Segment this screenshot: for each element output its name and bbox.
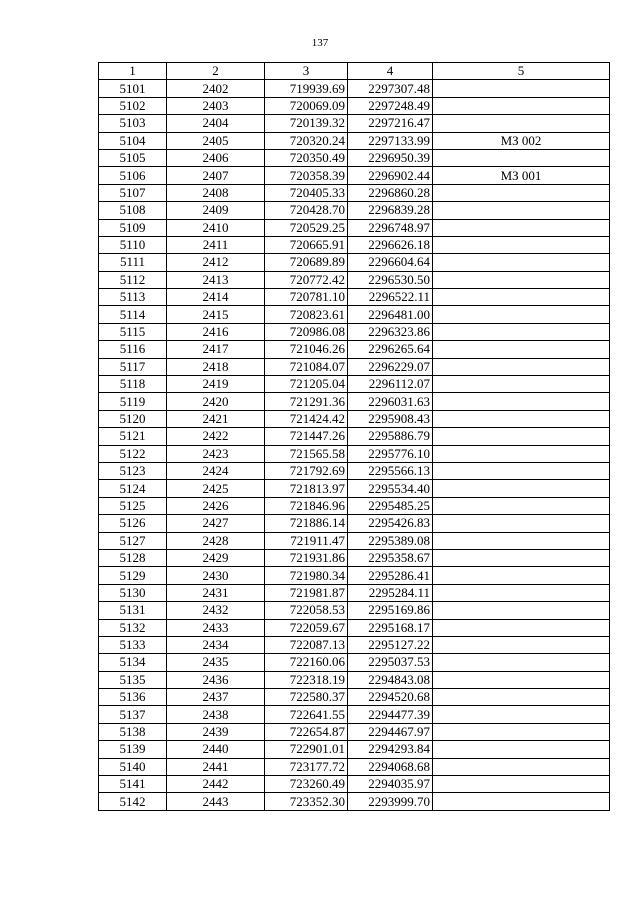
header-col-3: 3 xyxy=(265,63,348,80)
table-row xyxy=(99,584,610,601)
point-id-cell: 5125 xyxy=(99,497,167,514)
y-coordinate-cell: 2297133.99 xyxy=(348,132,433,149)
x-coordinate-cell: 721291.36 xyxy=(265,393,348,410)
note-cell xyxy=(433,723,610,740)
y-coordinate-cell: 2295358.67 xyxy=(348,549,433,566)
point-id-cell: 5116 xyxy=(99,341,167,358)
point-id-cell: 5115 xyxy=(99,323,167,340)
point-number-cell: 2404 xyxy=(167,115,265,132)
point-number-cell: 2415 xyxy=(167,306,265,323)
y-coordinate-cell: 2296860.28 xyxy=(348,184,433,201)
note-cell xyxy=(433,410,610,427)
note-cell xyxy=(433,532,610,549)
table-body xyxy=(99,80,610,810)
point-id-cell: 5118 xyxy=(99,376,167,393)
point-number-cell: 2433 xyxy=(167,619,265,636)
point-number-cell: 2424 xyxy=(167,462,265,479)
x-coordinate-cell: 722641.55 xyxy=(265,706,348,723)
note-cell xyxy=(433,254,610,271)
table-row xyxy=(99,515,610,532)
x-coordinate-cell: 721205.04 xyxy=(265,376,348,393)
x-coordinate-cell: 722901.01 xyxy=(265,741,348,758)
x-coordinate-cell: 720986.08 xyxy=(265,323,348,340)
x-coordinate-cell: 722059.67 xyxy=(265,619,348,636)
point-number-cell: 2428 xyxy=(167,532,265,549)
point-number-cell: 2413 xyxy=(167,271,265,288)
y-coordinate-cell: 2294467.97 xyxy=(348,723,433,740)
header-col-2: 2 xyxy=(167,63,265,80)
point-id-cell: 5102 xyxy=(99,97,167,114)
note-cell xyxy=(433,671,610,688)
x-coordinate-cell: 722318.19 xyxy=(265,671,348,688)
note-cell xyxy=(433,80,610,97)
table-row xyxy=(99,254,610,271)
point-id-cell: 5134 xyxy=(99,654,167,671)
x-coordinate-cell: 722580.37 xyxy=(265,689,348,706)
point-id-cell: 5132 xyxy=(99,619,167,636)
note-cell xyxy=(433,619,610,636)
note-cell xyxy=(433,445,610,462)
note-cell xyxy=(433,236,610,253)
header-row xyxy=(99,63,610,80)
point-id-cell: 5107 xyxy=(99,184,167,201)
table-row xyxy=(99,341,610,358)
point-id-cell: 5108 xyxy=(99,202,167,219)
table-row xyxy=(99,167,610,184)
y-coordinate-cell: 2295776.10 xyxy=(348,445,433,462)
point-number-cell: 2422 xyxy=(167,428,265,445)
x-coordinate-cell: 721980.34 xyxy=(265,567,348,584)
point-id-cell: 5109 xyxy=(99,219,167,236)
table-row xyxy=(99,741,610,758)
note-cell xyxy=(433,149,610,166)
y-coordinate-cell: 2296522.11 xyxy=(348,289,433,306)
point-number-cell: 2410 xyxy=(167,219,265,236)
table-row xyxy=(99,132,610,149)
table-row xyxy=(99,323,610,340)
x-coordinate-cell: 720665.91 xyxy=(265,236,348,253)
point-id-cell: 5126 xyxy=(99,515,167,532)
note-cell xyxy=(433,497,610,514)
point-number-cell: 2434 xyxy=(167,636,265,653)
table-row xyxy=(99,497,610,514)
point-id-cell: 5136 xyxy=(99,689,167,706)
x-coordinate-cell: 720823.61 xyxy=(265,306,348,323)
note-cell xyxy=(433,706,610,723)
x-coordinate-cell: 723352.30 xyxy=(265,793,348,810)
table-row xyxy=(99,549,610,566)
note-cell xyxy=(433,462,610,479)
point-id-cell: 5140 xyxy=(99,758,167,775)
point-id-cell: 5121 xyxy=(99,428,167,445)
point-id-cell: 5117 xyxy=(99,358,167,375)
point-id-cell: 5139 xyxy=(99,741,167,758)
point-id-cell: 5128 xyxy=(99,549,167,566)
x-coordinate-cell: 720781.10 xyxy=(265,289,348,306)
table-row xyxy=(99,97,610,114)
y-coordinate-cell: 2296265.64 xyxy=(348,341,433,358)
x-coordinate-cell: 720320.24 xyxy=(265,132,348,149)
note-cell xyxy=(433,393,610,410)
point-number-cell: 2429 xyxy=(167,549,265,566)
point-number-cell: 2423 xyxy=(167,445,265,462)
note-cell xyxy=(433,289,610,306)
note-cell xyxy=(433,758,610,775)
x-coordinate-cell: 721046.26 xyxy=(265,341,348,358)
table-row xyxy=(99,689,610,706)
x-coordinate-cell: 720139.32 xyxy=(265,115,348,132)
header-col-1: 1 xyxy=(99,63,167,80)
x-coordinate-cell: 720428.70 xyxy=(265,202,348,219)
point-number-cell: 2441 xyxy=(167,758,265,775)
table-row xyxy=(99,184,610,201)
point-id-cell: 5120 xyxy=(99,410,167,427)
point-number-cell: 2426 xyxy=(167,497,265,514)
note-cell xyxy=(433,515,610,532)
y-coordinate-cell: 2294843.08 xyxy=(348,671,433,688)
table-row xyxy=(99,462,610,479)
table-row xyxy=(99,358,610,375)
point-number-cell: 2402 xyxy=(167,80,265,97)
y-coordinate-cell: 2295426.83 xyxy=(348,515,433,532)
y-coordinate-cell: 2297216.47 xyxy=(348,115,433,132)
point-id-cell: 5131 xyxy=(99,602,167,619)
y-coordinate-cell: 2294520.68 xyxy=(348,689,433,706)
y-coordinate-cell: 2295566.13 xyxy=(348,462,433,479)
point-number-cell: 2435 xyxy=(167,654,265,671)
table-row xyxy=(99,706,610,723)
point-id-cell: 5141 xyxy=(99,776,167,793)
point-number-cell: 2407 xyxy=(167,167,265,184)
y-coordinate-cell: 2296229.07 xyxy=(348,358,433,375)
x-coordinate-cell: 721565.58 xyxy=(265,445,348,462)
note-cell xyxy=(433,97,610,114)
point-id-cell: 5105 xyxy=(99,149,167,166)
table-row xyxy=(99,793,610,810)
note-cell xyxy=(433,584,610,601)
table-row xyxy=(99,306,610,323)
point-number-cell: 2405 xyxy=(167,132,265,149)
note-cell xyxy=(433,689,610,706)
x-coordinate-cell: 720358.39 xyxy=(265,167,348,184)
note-cell xyxy=(433,567,610,584)
note-cell xyxy=(433,358,610,375)
y-coordinate-cell: 2294035.97 xyxy=(348,776,433,793)
table-row xyxy=(99,236,610,253)
x-coordinate-cell: 721931.86 xyxy=(265,549,348,566)
point-number-cell: 2431 xyxy=(167,584,265,601)
y-coordinate-cell: 2296530.50 xyxy=(348,271,433,288)
point-id-cell: 5142 xyxy=(99,793,167,810)
table-row xyxy=(99,271,610,288)
table-row xyxy=(99,115,610,132)
point-id-cell: 5119 xyxy=(99,393,167,410)
x-coordinate-cell: 719939.69 xyxy=(265,80,348,97)
point-number-cell: 2408 xyxy=(167,184,265,201)
point-number-cell: 2406 xyxy=(167,149,265,166)
table-row xyxy=(99,80,610,97)
page-number: 137 xyxy=(311,37,329,49)
point-number-cell: 2411 xyxy=(167,236,265,253)
y-coordinate-cell: 2295169.86 xyxy=(348,602,433,619)
point-number-cell: 2427 xyxy=(167,515,265,532)
table-row xyxy=(99,654,610,671)
point-number-cell: 2416 xyxy=(167,323,265,340)
table-row xyxy=(99,602,610,619)
point-number-cell: 2439 xyxy=(167,723,265,740)
table-row xyxy=(99,393,610,410)
point-id-cell: 5101 xyxy=(99,80,167,97)
point-number-cell: 2437 xyxy=(167,689,265,706)
point-number-cell: 2414 xyxy=(167,289,265,306)
x-coordinate-cell: 721447.26 xyxy=(265,428,348,445)
table-row xyxy=(99,723,610,740)
point-number-cell: 2438 xyxy=(167,706,265,723)
x-coordinate-cell: 721084.07 xyxy=(265,358,348,375)
point-id-cell: 5122 xyxy=(99,445,167,462)
table-row xyxy=(99,428,610,445)
point-number-cell: 2412 xyxy=(167,254,265,271)
x-coordinate-cell: 722654.87 xyxy=(265,723,348,740)
point-id-cell: 5106 xyxy=(99,167,167,184)
note-cell xyxy=(433,202,610,219)
y-coordinate-cell: 2293999.70 xyxy=(348,793,433,810)
point-id-cell: 5135 xyxy=(99,671,167,688)
table-row xyxy=(99,532,610,549)
table-header xyxy=(99,63,610,80)
point-number-cell: 2419 xyxy=(167,376,265,393)
note-cell xyxy=(433,323,610,340)
table-row xyxy=(99,619,610,636)
note-cell xyxy=(433,741,610,758)
y-coordinate-cell: 2295534.40 xyxy=(348,480,433,497)
point-id-cell: 5130 xyxy=(99,584,167,601)
header-col-4: 4 xyxy=(348,63,433,80)
y-coordinate-cell: 2297307.48 xyxy=(348,80,433,97)
point-id-cell: 5123 xyxy=(99,462,167,479)
y-coordinate-cell: 2294068.68 xyxy=(348,758,433,775)
note-cell xyxy=(433,602,610,619)
x-coordinate-cell: 723177.72 xyxy=(265,758,348,775)
note-cell xyxy=(433,480,610,497)
y-coordinate-cell: 2294293.84 xyxy=(348,741,433,758)
y-coordinate-cell: 2296626.18 xyxy=(348,236,433,253)
point-id-cell: 5124 xyxy=(99,480,167,497)
table-row xyxy=(99,149,610,166)
point-id-cell: 5114 xyxy=(99,306,167,323)
note-cell xyxy=(433,271,610,288)
y-coordinate-cell: 2296902.44 xyxy=(348,167,433,184)
x-coordinate-cell: 721424.42 xyxy=(265,410,348,427)
x-coordinate-cell: 721813.97 xyxy=(265,480,348,497)
x-coordinate-cell: 720405.33 xyxy=(265,184,348,201)
note-cell xyxy=(433,184,610,201)
x-coordinate-cell: 721911.47 xyxy=(265,532,348,549)
y-coordinate-cell: 2296950.39 xyxy=(348,149,433,166)
note-cell xyxy=(433,776,610,793)
point-number-cell: 2409 xyxy=(167,202,265,219)
point-number-cell: 2443 xyxy=(167,793,265,810)
y-coordinate-cell: 2295389.08 xyxy=(348,532,433,549)
note-cell xyxy=(433,636,610,653)
x-coordinate-cell: 721792.69 xyxy=(265,462,348,479)
table-row xyxy=(99,671,610,688)
x-coordinate-cell: 720350.49 xyxy=(265,149,348,166)
point-id-cell: 5129 xyxy=(99,567,167,584)
header-col-5: 5 xyxy=(433,63,610,80)
y-coordinate-cell: 2295127.22 xyxy=(348,636,433,653)
point-id-cell: 5127 xyxy=(99,532,167,549)
point-number-cell: 2440 xyxy=(167,741,265,758)
point-number-cell: 2417 xyxy=(167,341,265,358)
y-coordinate-cell: 2295284.11 xyxy=(348,584,433,601)
point-id-cell: 5133 xyxy=(99,636,167,653)
y-coordinate-cell: 2295286.41 xyxy=(348,567,433,584)
table-row xyxy=(99,219,610,236)
note-cell xyxy=(433,654,610,671)
point-number-cell: 2432 xyxy=(167,602,265,619)
table-row xyxy=(99,758,610,775)
point-id-cell: 5138 xyxy=(99,723,167,740)
table-row xyxy=(99,567,610,584)
note-cell xyxy=(433,115,610,132)
y-coordinate-cell: 2295037.53 xyxy=(348,654,433,671)
point-number-cell: 2436 xyxy=(167,671,265,688)
y-coordinate-cell: 2296839.28 xyxy=(348,202,433,219)
x-coordinate-cell: 720069.09 xyxy=(265,97,348,114)
note-cell: МЗ 001 xyxy=(433,167,610,184)
note-cell xyxy=(433,793,610,810)
table-row xyxy=(99,410,610,427)
point-number-cell: 2430 xyxy=(167,567,265,584)
point-id-cell: 5104 xyxy=(99,132,167,149)
table-row xyxy=(99,480,610,497)
table-row xyxy=(99,376,610,393)
y-coordinate-cell: 2296323.86 xyxy=(348,323,433,340)
y-coordinate-cell: 2297248.49 xyxy=(348,97,433,114)
y-coordinate-cell: 2296481.00 xyxy=(348,306,433,323)
point-number-cell: 2403 xyxy=(167,97,265,114)
x-coordinate-cell: 721886.14 xyxy=(265,515,348,532)
note-cell xyxy=(433,341,610,358)
point-id-cell: 5110 xyxy=(99,236,167,253)
x-coordinate-cell: 721981.87 xyxy=(265,584,348,601)
x-coordinate-cell: 722087.13 xyxy=(265,636,348,653)
point-id-cell: 5111 xyxy=(99,254,167,271)
point-id-cell: 5137 xyxy=(99,706,167,723)
y-coordinate-cell: 2295908.43 xyxy=(348,410,433,427)
y-coordinate-cell: 2295485.25 xyxy=(348,497,433,514)
point-number-cell: 2420 xyxy=(167,393,265,410)
table-row xyxy=(99,289,610,306)
point-number-cell: 2418 xyxy=(167,358,265,375)
point-id-cell: 5113 xyxy=(99,289,167,306)
x-coordinate-cell: 720529.25 xyxy=(265,219,348,236)
x-coordinate-cell: 723260.49 xyxy=(265,776,348,793)
y-coordinate-cell: 2295168.17 xyxy=(348,619,433,636)
table-row xyxy=(99,776,610,793)
y-coordinate-cell: 2296748.97 xyxy=(348,219,433,236)
note-cell xyxy=(433,428,610,445)
note-cell xyxy=(433,306,610,323)
x-coordinate-cell: 720689.89 xyxy=(265,254,348,271)
x-coordinate-cell: 722160.06 xyxy=(265,654,348,671)
coordinates-table xyxy=(98,62,610,811)
point-id-cell: 5112 xyxy=(99,271,167,288)
y-coordinate-cell: 2295886.79 xyxy=(348,428,433,445)
note-cell: МЗ 002 xyxy=(433,132,610,149)
y-coordinate-cell: 2296031.63 xyxy=(348,393,433,410)
point-number-cell: 2442 xyxy=(167,776,265,793)
x-coordinate-cell: 722058.53 xyxy=(265,602,348,619)
y-coordinate-cell: 2296604.64 xyxy=(348,254,433,271)
table-row xyxy=(99,636,610,653)
note-cell xyxy=(433,376,610,393)
note-cell xyxy=(433,219,610,236)
point-number-cell: 2421 xyxy=(167,410,265,427)
point-number-cell: 2425 xyxy=(167,480,265,497)
table-row xyxy=(99,445,610,462)
x-coordinate-cell: 720772.42 xyxy=(265,271,348,288)
table-row xyxy=(99,202,610,219)
y-coordinate-cell: 2296112.07 xyxy=(348,376,433,393)
y-coordinate-cell: 2294477.39 xyxy=(348,706,433,723)
note-cell xyxy=(433,549,610,566)
point-id-cell: 5103 xyxy=(99,115,167,132)
x-coordinate-cell: 721846.96 xyxy=(265,497,348,514)
